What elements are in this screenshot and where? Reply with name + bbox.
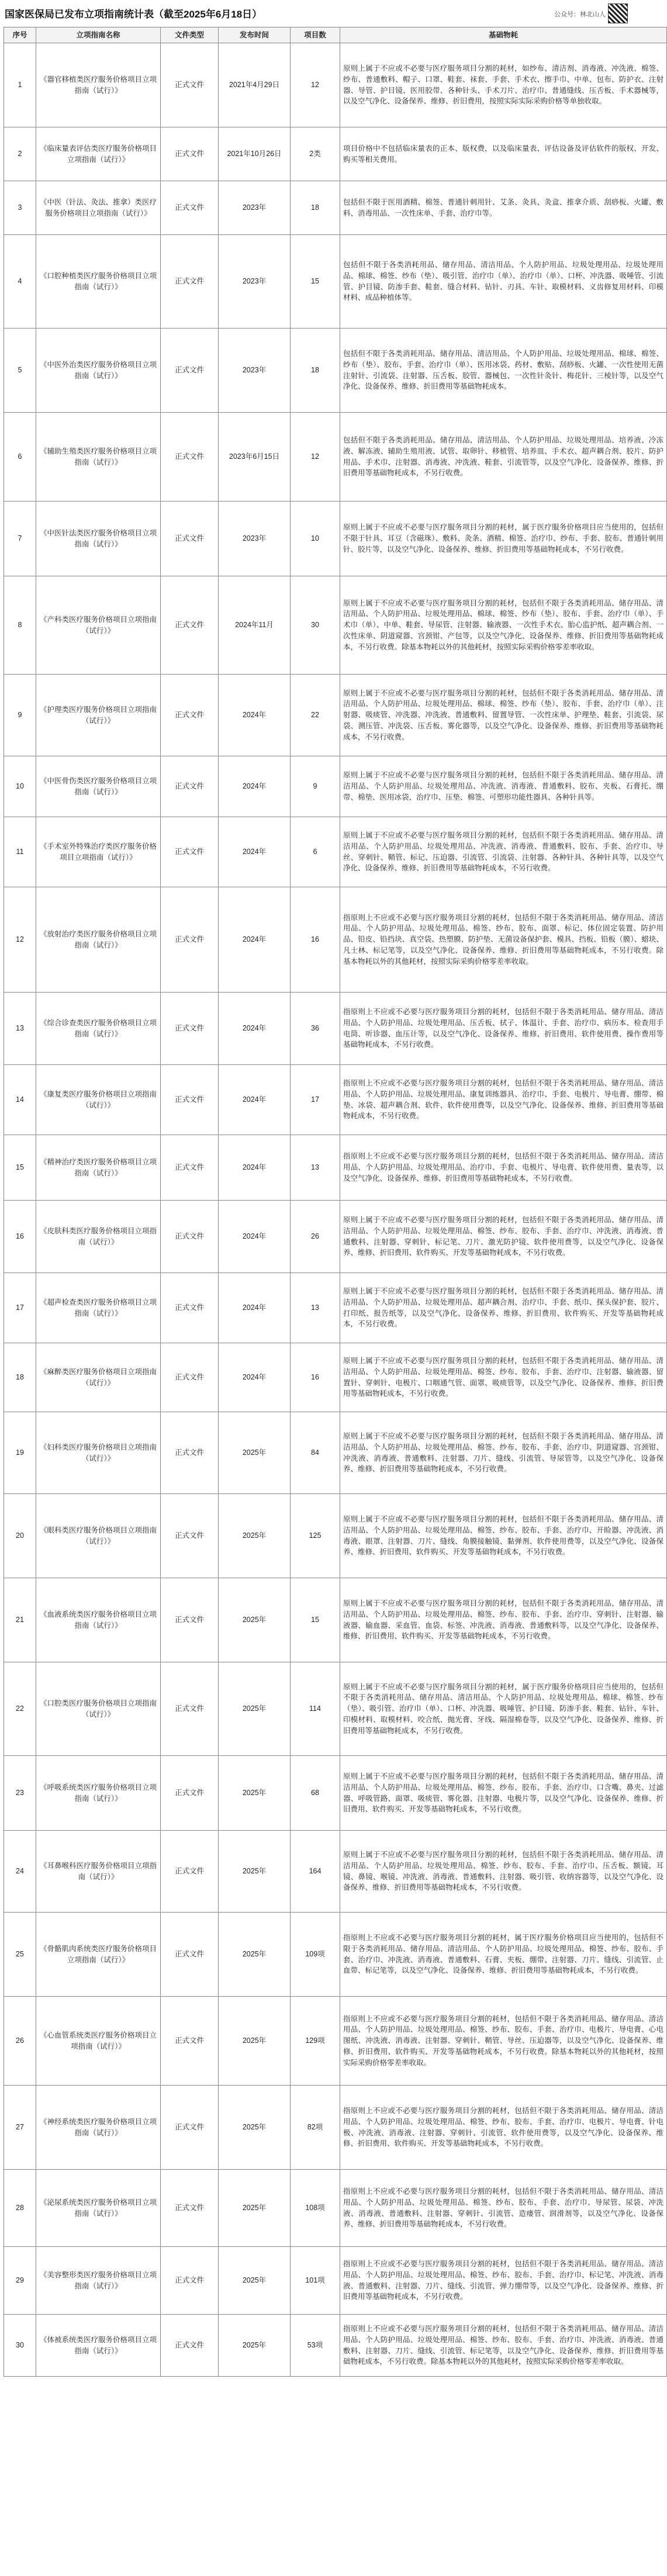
- cell-index: 6: [4, 413, 36, 502]
- header-file-type: 文件类型: [161, 27, 219, 43]
- cell-publish-date: 2023年: [219, 502, 291, 576]
- cell-guideline-name: 《康复类医疗服务价格项目立项指南（试行）》: [36, 1065, 161, 1135]
- cell-publish-date: 2024年: [219, 756, 291, 817]
- cell-index: 29: [4, 2247, 36, 2315]
- cell-publish-date: 2023年: [219, 181, 291, 235]
- cell-basic-consumables: 原则上属于不应或不必要与医疗服务项目分割的耗材，如纱布、清洁剂、消毒液、冲洗液、棉签、纱布、普通敷料、帽子、口罩、鞋套、袜套、手套、手术衣、擦手巾、中单、包布、防护衣、注射器、导管、护目镜、医用胶带、各种针头、手术刀片、治疗巾、普通缝线、压舌板、手术器械等，以及空气净化、设备保养、维修、折旧费用，按照实际实际采购价格等单独收取。: [340, 43, 667, 127]
- cell-file-type: 正式文件: [161, 2170, 219, 2247]
- cell-index: 30: [4, 2315, 36, 2377]
- cell-file-type: 正式文件: [161, 1065, 219, 1135]
- cell-guideline-name: 《神经系统类医疗服务价格项目立项指南（试行）》: [36, 2086, 161, 2170]
- cell-index: 15: [4, 1135, 36, 1201]
- cell-index: 7: [4, 502, 36, 576]
- cell-publish-date: 2024年: [219, 1201, 291, 1273]
- cell-index: 9: [4, 675, 36, 756]
- cell-basic-consumables: 项目价格中不包括临床量表的正本、版权费，以及临床量表、评估设备及评估软件的版权、开发、购买等相关费用。: [340, 127, 667, 181]
- cell-basic-consumables: 指原则上不应或不必要与医疗服务项目分割的耗材，包括但不限于各类消耗用品、储存用品、清洁用品、个人防护用品、垃圾处理用品、棉签、纱布、胶布、面罩、标记、体位固定装置、防护用品、铅皮、铅挡块、真空袋、热塑膜、防护垫、无菌设备保护套、模具、挡板、铅板（膜）、蜡块、凡士林、标记笔等，以及空气净化、设备保养、维修、折旧费用等基础物耗成本，不另行收费。除基本物耗以外的其他耗材，按照实际采购价格零差率收取。: [340, 887, 667, 993]
- cell-basic-consumables: 原则上属于不应或不必要与医疗服务项目分割的耗材，包括但不限于各类消耗用品、储存用品、清洁用品、个人防护用品、垃圾处理用品、棉签、纱布、胶布、手套、治疗巾、冲洗液、消毒液、普通敷料、注射器、穿刺针、标记笔、刀片、激光防护镜、软件使用费等，以及空气净化、设备保养、维修、折旧费用、软件购买、开发等基础物耗成本，不另行收费。: [340, 1201, 667, 1273]
- table-row: [4, 1135, 667, 1201]
- cell-basic-consumables: 包括但不限于各类消耗用品、储存用品、清洁用品、个人防护用品、垃圾处理用品、培养液、冷冻液、解冻液、辅助生殖用液、试管、取卵针、移植管、培养皿、手术衣、超声耦合剂、胶片、防护用品、手术巾、注射器、消毒液、冲洗液、鞋套、引流管等，以及空气净化、设备保养、维修、折旧费用等基础物耗成本，不另行收费。: [340, 413, 667, 502]
- table-row: [4, 1913, 667, 1997]
- cell-index: 19: [4, 1412, 36, 1494]
- table-header-row: [4, 27, 667, 43]
- table-row: [4, 1065, 667, 1135]
- cell-item-count: 12: [291, 413, 340, 502]
- cell-item-count: 129项: [291, 1997, 340, 2086]
- header-index: 序号: [4, 27, 36, 43]
- cell-basic-consumables: 指原则上不应或不必要与医疗服务项目分割的耗材，包括但不限于各类消耗用品、储存用品、清洁用品、个人防护用品、垃圾处理用品、压舌板、拭子、体温计、手套、治疗巾、病历本、检查用手电筒、听诊器、血压计等，以及空气净化、设备保养、维修、折旧费用、软件使用费、操作费用等基础物耗成本，不另行收费。: [340, 993, 667, 1065]
- cell-index: 28: [4, 2170, 36, 2247]
- cell-guideline-name: 《泌尿系统类医疗服务价格项目立项指南（试行）》: [36, 2170, 161, 2247]
- cell-basic-consumables: 原则上属于不应或不必要与医疗服务项目分割的耗材，包括但不限于各类消耗用品、储存用品、清洁用品、个人防护用品、垃圾处理用品、棉签、纱布、胶布、手套、治疗巾、压舌板、额镜、耳镜、鼻镜、喉镜、冲洗液、消毒液、普通敷料、注射器、吸引管、收纳容器等，以及空气净化、设备保养、维修、折旧费用等基础物耗成本，不另行收费。: [340, 1831, 667, 1913]
- cell-item-count: 114: [291, 1662, 340, 1756]
- cell-file-type: 正式文件: [161, 1831, 219, 1913]
- cell-guideline-name: 《超声检查类医疗服务价格项目立项指南（试行）》: [36, 1273, 161, 1343]
- cell-item-count: 82项: [291, 2086, 340, 2170]
- cell-file-type: 正式文件: [161, 675, 219, 756]
- cell-index: 16: [4, 1201, 36, 1273]
- cell-basic-consumables: 原则上属于不应或不必要与医疗服务项目分割的耗材，属于医疗服务价格项目应当使用的，包括但不限于各类消耗用品、储存用品、清洁用品、个人防护用品、垃圾处理用品、棉球、棉签、纱布（垫）、吸引管、治疗巾（单）、口杯、冲洗器、吸唾管、护目镜、防渗手套、鞋套、钻针、车针、印模材料、取模材料、咬合纸、抛光膏、牙线、隔湿棉卷等，以及空气净化、设备保养、维修、折旧费用等基础物耗成本，不另行收费。: [340, 1662, 667, 1756]
- cell-guideline-name: 《器官移植类医疗服务价格项目立项指南（试行）》: [36, 43, 161, 127]
- cell-item-count: 108项: [291, 2170, 340, 2247]
- cell-basic-consumables: 指原则上不应或不必要与医疗服务项目分割的耗材，包括但不限于各类消耗用品、储存用品、清洁用品、个人防护用品、垃圾处理用品、棉签、纱布、胶布、手套、治疗巾、冲洗液、消毒液、普通敷料、注射器、刀片、缝线、引流管、标记笔等，以及空气净化、设备保养、维修、折旧费用等基础物耗成本，不另行收费。除基本物耗以外的其他耗材，按照实际采购价格零差率收取。: [340, 2315, 667, 2377]
- table-row: [4, 1997, 667, 2086]
- cell-index: 12: [4, 887, 36, 993]
- cell-publish-date: 2024年: [219, 1343, 291, 1412]
- cell-guideline-name: 《美容整形类医疗服务价格项目立项指南（试行）》: [36, 2247, 161, 2315]
- table-row: [4, 502, 667, 576]
- table-row: [4, 235, 667, 329]
- cell-publish-date: 2025年: [219, 1494, 291, 1578]
- cell-index: 1: [4, 43, 36, 127]
- table-row: [4, 1756, 667, 1831]
- cell-publish-date: 2024年: [219, 993, 291, 1065]
- cell-guideline-name: 《麻醉类医疗服务价格项目立项指南（试行）》: [36, 1343, 161, 1412]
- cell-basic-consumables: 包括但不限于医用酒精、棉签、普通针刺用针、艾条、灸具、灸盒、推拿介质、刮痧板、火罐、敷料、消毒用品、一次性床单、手套、治疗巾等。: [340, 181, 667, 235]
- cell-file-type: 正式文件: [161, 993, 219, 1065]
- cell-guideline-name: 《辅助生殖类医疗服务价格项目立项指南（试行）》: [36, 413, 161, 502]
- cell-publish-date: 2021年4月29日: [219, 43, 291, 127]
- cell-publish-date: 2025年: [219, 1831, 291, 1913]
- page-title: 国家医保局已发布立项指南统计表（截至2025年6月18日）: [5, 9, 262, 20]
- cell-file-type: 正式文件: [161, 1578, 219, 1662]
- table-row: [4, 817, 667, 887]
- cell-publish-date: 2025年: [219, 2086, 291, 2170]
- cell-file-type: 正式文件: [161, 502, 219, 576]
- header-guideline-name: 立项指南名称: [36, 27, 161, 43]
- cell-guideline-name: 《皮肤科类医疗服务价格项目立项指南（试行）》: [36, 1201, 161, 1273]
- table-row: [4, 1494, 667, 1578]
- table-row: [4, 1343, 667, 1412]
- cell-basic-consumables: 原则上属于不应或不必要与医疗服务项目分割的耗材，包括但不限于各类消耗用品、储存用品、清洁用品、个人防护用品、垃圾处理用品、棉球、棉签、纱布（垫）、胶布、手套、治疗巾（单）、注射器、吸痰管、冲洗器、冲洗液、普通敷料、留置导管、一次性床单、护理垫、鞋套、引流袋、尿袋、测压管、冲洗袋、压舌板、雾化器等，以及空气净化、设备保养、维修、折旧费用等基础物耗成本，不另行收费。: [340, 675, 667, 756]
- cell-file-type: 正式文件: [161, 1913, 219, 1997]
- cell-guideline-name: 《呼吸系统类医疗服务价格项目立项指南（试行）》: [36, 1756, 161, 1831]
- cell-file-type: 正式文件: [161, 1494, 219, 1578]
- cell-basic-consumables: 指原则上不应或不必要与医疗服务项目分割的耗材，包括但不限于各类消耗用品、储存用品、清洁用品、个人防护用品、垃圾处理用品、康复训练器具、治疗巾、手套、电极片、导电膏、绷带、棉垫、冰袋、超声耦合剂、软件、软件使用费等，以及空气净化、设备保养、维修、折旧费用等基础物耗成本，不另行收费。: [340, 1065, 667, 1135]
- cell-guideline-name: 《骨骼肌肉系统类医疗服务价格项目立项指南（试行）》: [36, 1913, 161, 1997]
- table-row: [4, 43, 667, 127]
- table-row: [4, 1412, 667, 1494]
- cell-file-type: 正式文件: [161, 1201, 219, 1273]
- cell-file-type: 正式文件: [161, 756, 219, 817]
- cell-file-type: 正式文件: [161, 413, 219, 502]
- table-row: [4, 756, 667, 817]
- cell-guideline-name: 《综合诊查类医疗服务价格项目立项指南（试行）》: [36, 993, 161, 1065]
- cell-item-count: 18: [291, 181, 340, 235]
- cell-index: 10: [4, 756, 36, 817]
- cell-basic-consumables: 指原则上不应或不必要与医疗服务项目分割的耗材，属于医疗服务价格项目应当使用的，包括但不限于各类消耗用品、储存用品、清洁用品、个人防护用品、垃圾处理用品、棉签、纱布、胶布、手套、治疗巾、冲洗液、消毒液、普通敷料、石膏、夹板、绷带、注射器、刀片、缝线、引流管、止血带、标记笔等，以及空气净化、设备保养、维修、折旧费用等基础物耗成本，不另行收费。: [340, 1913, 667, 1997]
- cell-publish-date: 2023年: [219, 235, 291, 329]
- table-row: [4, 1273, 667, 1343]
- cell-publish-date: 2025年: [219, 1662, 291, 1756]
- cell-basic-consumables: 原则上属于不应或不必要与医疗服务项目分割的耗材，包括但不限于各类消耗用品、储存用品、清洁用品、个人防护用品、垃圾处理用品、冲洗液、消毒液、普通敷料、胶布、手套、治疗巾、导丝、穿刺针、鞘管、标记、压迫器、引流管、引流袋、注射器、各种针具、各种针具等，以及空气净化、设备保养、维修、折旧费用等基础物耗成本，不另行收费。: [340, 817, 667, 887]
- cell-index: 11: [4, 817, 36, 887]
- cell-file-type: 正式文件: [161, 329, 219, 413]
- qr-code-icon: [608, 4, 628, 23]
- cell-item-count: 68: [291, 1756, 340, 1831]
- cell-file-type: 正式文件: [161, 576, 219, 675]
- cell-index: 8: [4, 576, 36, 675]
- table-row: [4, 1662, 667, 1756]
- cell-file-type: 正式文件: [161, 1662, 219, 1756]
- cell-file-type: 正式文件: [161, 127, 219, 181]
- cell-item-count: 101项: [291, 2247, 340, 2315]
- header-publish-date: 发布时间: [219, 27, 291, 43]
- cell-index: 20: [4, 1494, 36, 1578]
- table-row: [4, 675, 667, 756]
- cell-item-count: 10: [291, 502, 340, 576]
- cell-item-count: 13: [291, 1135, 340, 1201]
- cell-index: 17: [4, 1273, 36, 1343]
- cell-basic-consumables: 指原则上不应或不必要与医疗服务项目分割的耗材，包括但不限于各类消耗用品、储存用品、清洁用品、个人防护用品、垃圾处理用品、棉签、纱布、胶布、手套、治疗巾、电极片、导电膏、心电图纸、冲洗液、消毒液、注射器、穿刺针、鞘管、导丝、压迫器等，以及空气净化、设备保养、维修、折旧费用、软件购买、开发等基础物耗成本，不另行收费。除基本物耗以外的其他耗材，按照实际采购价格零差率收取。: [340, 1997, 667, 2086]
- cell-guideline-name: 《临床量表评估类医疗服务价格项目立项指南（试行）》: [36, 127, 161, 181]
- cell-item-count: 36: [291, 993, 340, 1065]
- cell-index: 23: [4, 1756, 36, 1831]
- cell-item-count: 22: [291, 675, 340, 756]
- cell-index: 3: [4, 181, 36, 235]
- cell-basic-consumables: 原则上属于不应或不必要与医疗服务项目分割的耗材，包括但不限于各类消耗用品、储存用品、清洁用品、个人防护用品、垃圾处理用品、超声耦合剂、治疗巾、手套、纸巾、探头保护套、胶片、打印纸、报告纸等，以及空气净化、设备保养、维修、折旧费用、软件购买、开发等基础物耗成本，不另行收费。: [340, 1273, 667, 1343]
- table-row: [4, 887, 667, 993]
- cell-guideline-name: 《耳鼻喉科医疗服务价格项目立项指南（试行）》: [36, 1831, 161, 1913]
- cell-item-count: 9: [291, 756, 340, 817]
- cell-publish-date: 2023年6月15日: [219, 413, 291, 502]
- cell-file-type: 正式文件: [161, 43, 219, 127]
- cell-guideline-name: 《心血管系统类医疗服务价格项目立项指南（试行）》: [36, 1997, 161, 2086]
- table-row: [4, 413, 667, 502]
- table-row: [4, 1831, 667, 1913]
- cell-guideline-name: 《口腔种植类医疗服务价格项目立项指南（试行）》: [36, 235, 161, 329]
- cell-guideline-name: 《口腔类医疗服务价格项目立项指南（试行）》: [36, 1662, 161, 1756]
- cell-file-type: 正式文件: [161, 181, 219, 235]
- cell-index: 4: [4, 235, 36, 329]
- cell-file-type: 正式文件: [161, 887, 219, 993]
- table-row: [4, 1578, 667, 1662]
- cell-file-type: 正式文件: [161, 817, 219, 887]
- guideline-table: [4, 27, 667, 2377]
- cell-file-type: 正式文件: [161, 2086, 219, 2170]
- cell-index: 22: [4, 1662, 36, 1756]
- cell-publish-date: 2025年: [219, 2315, 291, 2377]
- cell-index: 13: [4, 993, 36, 1065]
- cell-guideline-name: 《中医外治类医疗服务价格项目立项指南（试行）》: [36, 329, 161, 413]
- cell-guideline-name: 《手术室外特殊治疗类医疗服务价格项目立项指南（试行）》: [36, 817, 161, 887]
- cell-basic-consumables: 原则上属于不应或不必要与医疗服务项目分割的耗材，包括但不限于各类消耗用品、储存用品、清洁用品、个人防护用品、垃圾处理用品、冲洗液、消毒液、普通敷料、胶布、夹板、石膏托、绷带、棉垫、医用冰袋、治疗巾、压垫、棉签、可塑形功能性器具、各种针具等。: [340, 756, 667, 817]
- cell-item-count: 15: [291, 1578, 340, 1662]
- cell-guideline-name: 《血液系统类医疗服务价格项目立项指南（试行）》: [36, 1578, 161, 1662]
- cell-index: 2: [4, 127, 36, 181]
- cell-basic-consumables: 指原则上不应或不必要与医疗服务项目分割的耗材，包括但不限于各类消耗用品、储存用品、清洁用品、个人防护用品、垃圾处理用品、治疗巾、手套、电极片、导电膏、软件使用费、量表等，以及空气净化、设备保养、维修、折旧费用等基础物耗成本，不另行收费。: [340, 1135, 667, 1201]
- cell-guideline-name: 《产科类医疗服务价格项目立项指南（试行）》: [36, 576, 161, 675]
- cell-file-type: 正式文件: [161, 1997, 219, 2086]
- cell-file-type: 正式文件: [161, 235, 219, 329]
- cell-item-count: 30: [291, 576, 340, 675]
- cell-guideline-name: 《眼科类医疗服务价格项目立项指南（试行）》: [36, 1494, 161, 1578]
- table-row: [4, 993, 667, 1065]
- table-row: [4, 2247, 667, 2315]
- cell-basic-consumables: 原则上属于不应或不必要与医疗服务项目分割的耗材，包括但不限于各类消耗用品、储存用品、清洁用品、个人防护用品、垃圾处理用品、棉签、纱布、胶布、手套、治疗巾、开睑器、冲洗液、消毒液、眼罩、注射器、刀片、缝线、角膜接触镜、黏弹剂、软件使用费等，以及空气净化、设备保养、维修、折旧费用、软件购买、开发等基础物耗成本，不另行收费。: [340, 1494, 667, 1578]
- cell-basic-consumables: 指原则上不应或不必要与医疗服务项目分割的耗材，包括但不限于各类消耗用品、储存用品、清洁用品、个人防护用品、垃圾处理用品、棉签、纱布、胶布、手套、治疗巾、导尿管、尿袋、冲洗液、消毒液、普通敷料、注射器、穿刺针、引流管、造瘘管、润滑剂等，以及空气净化、设备保养、维修、折旧费用等基础物耗成本，不另行收费。: [340, 2170, 667, 2247]
- cell-index: 27: [4, 2086, 36, 2170]
- cell-basic-consumables: 指原则上不应或不必要与医疗服务项目分割的耗材，包括但不限于各类消耗用品、储存用品、清洁用品、个人防护用品、垃圾处理用品、棉签、纱布、胶布、手套、治疗巾、电极片、导电膏、针电极、冲洗液、消毒液、注射器、穿刺针、引流管、软件使用费等，以及空气净化、设备保养、维修、折旧费用、软件购买、开发等基础物耗成本，不另行收费。: [340, 2086, 667, 2170]
- table-row: [4, 2315, 667, 2377]
- table-row: [4, 329, 667, 413]
- cell-index: 18: [4, 1343, 36, 1412]
- table-row: [4, 2170, 667, 2247]
- cell-item-count: 16: [291, 1343, 340, 1412]
- cell-publish-date: 2025年: [219, 1412, 291, 1494]
- cell-basic-consumables: 原则上属于不应或不必要与医疗服务项目分割的耗材，包括但不限于各类消耗用品、储存用品、清洁用品、个人防护用品、垃圾处理用品、棉签、纱布、胶布、手套、治疗巾、阴道窥器、宫颈钳、冲洗液、消毒液、普通敷料、注射器、刀片、缝线、引流管、导尿管等，以及空气净化、设备保养、维修、折旧费用等基础物耗成本，不另行收费。: [340, 1412, 667, 1494]
- cell-guideline-name: 《护理类医疗服务价格项目立项指南（试行）》: [36, 675, 161, 756]
- cell-basic-consumables: 原则上属于不应或不必要与医疗服务项目分割的耗材，包括但不限于各类消耗用品、储存用品、清洁用品、个人防护用品、垃圾处理用品、棉签、纱布、胶布、手套、治疗巾、口含嘴、鼻夹、过滤器、呼吸管路、面罩、吸痰管、雾化器、注射器、电极片等，以及空气净化、设备保养、维修、折旧费用、软件购买、开发等基础物耗成本，不另行收费。: [340, 1756, 667, 1831]
- cell-publish-date: 2025年: [219, 2247, 291, 2315]
- cell-item-count: 109项: [291, 1913, 340, 1997]
- cell-file-type: 正式文件: [161, 2315, 219, 2377]
- cell-publish-date: 2024年: [219, 887, 291, 993]
- table-row: [4, 576, 667, 675]
- cell-basic-consumables: 指原则上不应或不必要与医疗服务项目分割的耗材，包括但不限于各类消耗用品、储存用品、清洁用品、个人防护用品、垃圾处理用品、棉签、纱布、胶布、手套、治疗巾、标记笔、冲洗液、消毒液、普通敷料、注射器、刀片、缝线、引流管、弹力绷带等，以及空气净化、设备保养、维修、折旧费用等基础物耗成本，不另行收费。: [340, 2247, 667, 2315]
- cell-index: 24: [4, 1831, 36, 1913]
- cell-item-count: 13: [291, 1273, 340, 1343]
- cell-publish-date: 2024年: [219, 1135, 291, 1201]
- cell-item-count: 125: [291, 1494, 340, 1578]
- cell-item-count: 17: [291, 1065, 340, 1135]
- cell-basic-consumables: 包括但不限于各类消耗用品、储存用品、清洁用品、个人防护用品、垃圾处理用品、棉球、棉签、纱布（垫）、胶布、手套、治疗巾（单）、医用冰袋、药材、敷贴、刮痧板、火罐、一次性使用无菌注射针、引流袋、注射器、压舌板、胶管、器械包、一次性针灸针、梅花针、三棱针等，以及空气净化、设备保养、维修、折旧费用等基础物耗成本。: [340, 329, 667, 413]
- cell-index: 21: [4, 1578, 36, 1662]
- cell-item-count: 16: [291, 887, 340, 993]
- cell-item-count: 15: [291, 235, 340, 329]
- cell-file-type: 正式文件: [161, 1756, 219, 1831]
- cell-index: 5: [4, 329, 36, 413]
- cell-guideline-name: 《放射治疗类医疗服务价格项目立项指南（试行）》: [36, 887, 161, 993]
- cell-guideline-name: 《中医针法类医疗服务价格项目立项指南（试行）》: [36, 502, 161, 576]
- cell-publish-date: 2021年10月26日: [219, 127, 291, 181]
- cell-file-type: 正式文件: [161, 1343, 219, 1412]
- table-row: [4, 1201, 667, 1273]
- cell-item-count: 53项: [291, 2315, 340, 2377]
- cell-publish-date: 2025年: [219, 1997, 291, 2086]
- cell-item-count: 18: [291, 329, 340, 413]
- header-item-count: 项目数: [291, 27, 340, 43]
- cell-guideline-name: 《中医（针法、灸法、推拿）类医疗服务价格项目立项指南（试行）》: [36, 181, 161, 235]
- cell-guideline-name: 《中医骨伤类医疗服务价格项目立项指南（试行）》: [36, 756, 161, 817]
- table-row: [4, 127, 667, 181]
- cell-publish-date: 2025年: [219, 1578, 291, 1662]
- cell-basic-consumables: 原则上属于不应或不必要与医疗服务项目分割的耗材，包括但不限于各类消耗用品、储存用品、清洁用品、个人防护用品、垃圾处理用品、棉球、棉签、纱布（垫）、胶布、手套、治疗巾（单）、手术巾（单）、中单、鞋套、导尿管、注射器、输液器、一次性手术衣、胎心监护纸、超声耦合剂、一次性床单、阴道窥器、宫颈钳、产包等，以及空气净化、设备保养、维修、折旧费用等基础物耗成本，不另行收费。除基本物耗以外的其他耗材，按照实际采购价格零差率收取。: [340, 576, 667, 675]
- cell-publish-date: 2024年11月: [219, 576, 291, 675]
- cell-publish-date: 2025年: [219, 2170, 291, 2247]
- page-header: [0, 0, 631, 27]
- cell-publish-date: 2024年: [219, 1065, 291, 1135]
- cell-basic-consumables: 原则上属于不应或不必要与医疗服务项目分割的耗材，包括但不限于各类消耗用品、储存用品、清洁用品、个人防护用品、垃圾处理用品、棉签、纱布、胶布、手套、治疗巾、穿刺针、注射器、输液器、输血器、采血管、血袋、标签、冲洗液、消毒液、普通敷料等，以及空气净化、设备保养、维修、折旧费用、软件购买、开发等基础物耗成本，不另行收费。: [340, 1578, 667, 1662]
- table-row: [4, 2086, 667, 2170]
- table-body: [4, 43, 667, 2377]
- cell-guideline-name: 《妇科类医疗服务价格项目立项指南（试行）》: [36, 1412, 161, 1494]
- table-row: [4, 181, 667, 235]
- cell-guideline-name: 《体被系统类医疗服务价格项目立项指南（试行）》: [36, 2315, 161, 2377]
- cell-file-type: 正式文件: [161, 1273, 219, 1343]
- cell-basic-consumables: 原则上属于不应或不必要与医疗服务项目分割的耗材，包括但不限于各类消耗用品、储存用品、清洁用品、个人防护用品、垃圾处理用品、棉签、纱布、胶布、手套、治疗巾、注射器、输液器、留置针、穿刺针、电极片、口咽通气管、面罩、吸痰管等，以及空气净化、设备保养、维修、折旧费用等基础物耗成本，不另行收费。: [340, 1343, 667, 1412]
- cell-guideline-name: 《精神治疗类医疗服务价格项目立项指南（试行）》: [36, 1135, 161, 1201]
- cell-index: 26: [4, 1997, 36, 2086]
- cell-publish-date: 2024年: [219, 1273, 291, 1343]
- cell-item-count: 164: [291, 1831, 340, 1913]
- cell-basic-consumables: 包括但不限于各类消耗用品、储存用品、清洁用品、个人防护用品、垃圾处理用品、垃圾处理用品、棉球、棉签、纱布（垫）、吸引管、治疗巾（单）、治疗巾（单）、口杯、冲洗器、吸唾管、引流管、护目镜、防渗手套、鞋套、缝合材料、钻针、刃具、车针、取模材料、义齿修复用材料、印模材料、成品种植体等。: [340, 235, 667, 329]
- cell-publish-date: 2025年: [219, 1756, 291, 1831]
- cell-publish-date: 2025年: [219, 1913, 291, 1997]
- watermark-text: 公众号：林北山人: [554, 11, 606, 18]
- cell-item-count: 6: [291, 817, 340, 887]
- cell-index: 14: [4, 1065, 36, 1135]
- cell-publish-date: 2024年: [219, 817, 291, 887]
- cell-file-type: 正式文件: [161, 1135, 219, 1201]
- header-basic-consumables: 基础物耗: [340, 27, 667, 43]
- cell-publish-date: 2023年: [219, 329, 291, 413]
- cell-item-count: 12: [291, 43, 340, 127]
- cell-file-type: 正式文件: [161, 1412, 219, 1494]
- cell-item-count: 26: [291, 1201, 340, 1273]
- cell-item-count: 2类: [291, 127, 340, 181]
- cell-basic-consumables: 原则上属于不应或不必要与医疗服务项目分割的耗材，属于医疗服务价格项目应当使用的，包括但不限于针具、耳豆（含磁珠）、敷料、灸条、酒精、棉签、治疗巾、纱布、手套、胶布、普通针刺用针、胶片等，以及空气净化、设备保养、维修、折旧费用等基础物耗成本，不另行收费。: [340, 502, 667, 576]
- cell-publish-date: 2024年: [219, 675, 291, 756]
- cell-file-type: 正式文件: [161, 2247, 219, 2315]
- cell-item-count: 84: [291, 1412, 340, 1494]
- cell-index: 25: [4, 1913, 36, 1997]
